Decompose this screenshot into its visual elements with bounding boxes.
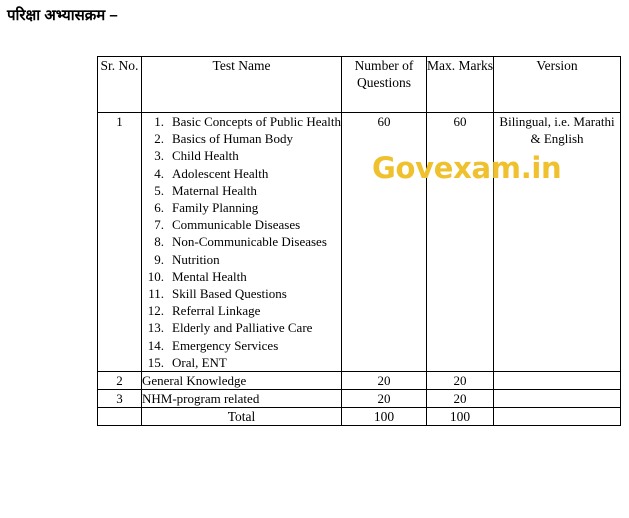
list-item xyxy=(142,182,341,199)
cell-total-max-marks: 100 xyxy=(427,408,494,426)
list-item-label: Skill Based Questions xyxy=(172,286,287,302)
list-item xyxy=(142,354,341,371)
list-item-label: Emergency Services xyxy=(172,337,279,353)
column-header-max-marks: Max. Marks xyxy=(427,57,494,113)
table-header-row xyxy=(98,57,621,113)
list-item-label: Nutrition xyxy=(172,251,220,267)
list-item xyxy=(142,337,341,354)
cell-total-version xyxy=(494,408,621,426)
cell-version xyxy=(494,372,621,390)
watermark-govexam: Govexam.in xyxy=(372,151,562,185)
cell-number-of-questions: 20 xyxy=(342,372,427,390)
list-item xyxy=(142,233,341,250)
column-header-test-name: Test Name xyxy=(142,57,342,113)
cell-total-number-of-questions: 100 xyxy=(342,408,427,426)
cell-test-name: NHM-program related xyxy=(142,390,342,408)
list-item xyxy=(142,285,341,302)
cell-max-marks: 20 xyxy=(427,390,494,408)
list-item xyxy=(142,251,341,268)
list-item xyxy=(142,199,341,216)
subject-list xyxy=(142,113,341,371)
cell-test-name xyxy=(142,113,342,372)
list-item xyxy=(142,147,341,164)
list-item-label: Non-Communicable Diseases xyxy=(172,234,327,250)
column-header-version: Version xyxy=(494,57,621,113)
list-item-number: 12. xyxy=(147,303,164,319)
page-title: परिक्षा अभ्यासक्रम – xyxy=(7,7,118,24)
cell-test-name: General Knowledge xyxy=(142,372,342,390)
table-row xyxy=(98,113,621,372)
list-item-label: Referral Linkage xyxy=(172,303,261,319)
column-header-number-of-questions: Number of Questions xyxy=(342,57,427,113)
cell-max-marks: 20 xyxy=(427,372,494,390)
list-item-label: Basics of Human Body xyxy=(172,131,293,147)
list-item-label: Maternal Health xyxy=(172,182,257,198)
cell-version xyxy=(494,390,621,408)
list-item-label: Child Health xyxy=(172,148,239,164)
list-item-label: Basic Concepts of Public Health xyxy=(172,114,341,129)
list-item-number: 15. xyxy=(147,354,164,370)
cell-sr-no: 1 xyxy=(98,113,142,372)
list-item-number: 4. xyxy=(154,165,164,181)
list-item xyxy=(142,216,341,233)
cell-total-label: Total xyxy=(142,408,342,426)
column-header-sr-no: Sr. No. xyxy=(98,57,142,113)
list-item xyxy=(142,130,341,147)
list-item xyxy=(142,113,341,130)
list-item-number: 10. xyxy=(147,268,164,284)
table-row xyxy=(98,390,621,408)
cell-sr-no: 3 xyxy=(98,390,142,408)
list-item-number: 3. xyxy=(154,148,164,164)
list-item-label: Communicable Diseases xyxy=(172,217,301,233)
list-item xyxy=(142,268,341,285)
list-item xyxy=(142,165,341,182)
list-item-number: 9. xyxy=(154,251,164,267)
cell-sr-no xyxy=(98,408,142,426)
list-item-number: 6. xyxy=(154,200,164,216)
list-item-label: Oral, ENT xyxy=(172,354,227,370)
list-item-number: 7. xyxy=(154,217,164,233)
cell-version: Bilingual, i.e. Marathi & English xyxy=(494,113,621,372)
list-item-label: Mental Health xyxy=(172,268,247,284)
cell-max-marks: 60 xyxy=(427,113,494,372)
list-item-label: Family Planning xyxy=(172,200,259,216)
list-item xyxy=(142,302,341,319)
exam-syllabus-table xyxy=(97,56,621,426)
table-row xyxy=(98,372,621,390)
list-item-label: Elderly and Palliative Care xyxy=(172,320,313,336)
list-item-number: 14. xyxy=(147,337,164,353)
list-item-number: 5. xyxy=(154,182,164,198)
list-item-number: 13. xyxy=(147,320,164,336)
list-item-number: 8. xyxy=(154,234,164,250)
list-item-number: 11. xyxy=(148,286,164,302)
list-item-number: 2. xyxy=(154,131,164,147)
list-item xyxy=(142,319,341,336)
cell-sr-no: 2 xyxy=(98,372,142,390)
cell-number-of-questions: 20 xyxy=(342,390,427,408)
cell-number-of-questions: 60 xyxy=(342,113,427,372)
list-item-label: Adolescent Health xyxy=(172,165,269,181)
list-item-number: 1. xyxy=(154,114,164,129)
table-total-row xyxy=(98,408,621,426)
